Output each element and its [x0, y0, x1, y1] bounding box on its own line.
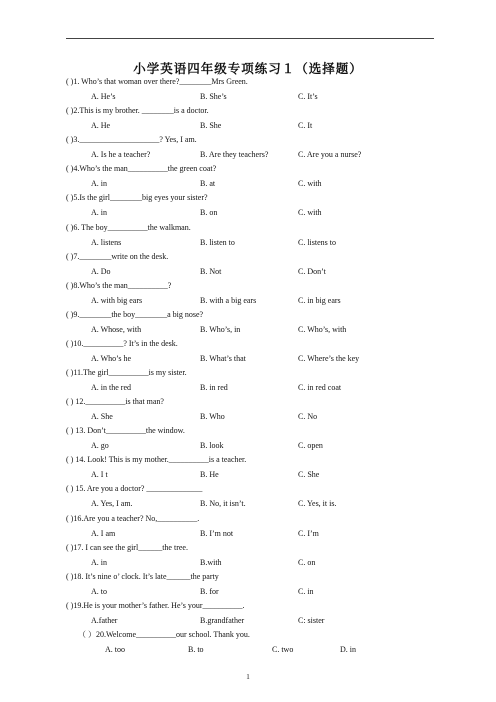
option-a: A. go: [91, 441, 109, 451]
worksheet-title: 小学英语四年级专项练习１（选择题）: [133, 61, 363, 76]
question-stem: ( ) 12.__________is that man?: [66, 397, 164, 407]
question-stem: ( ) 14. Look! This is my mother.__________is a teacher.: [66, 455, 247, 465]
option-a: A. Do: [91, 266, 111, 276]
question-stem: ( )1. Who’s that woman over there?________Mrs Green.: [66, 77, 248, 86]
option-b: B. Not: [200, 266, 222, 276]
question-stem: ( ) 13. Don’t__________the window.: [66, 426, 185, 436]
question-stem: ( )6. The boy__________the walkman.: [66, 222, 191, 232]
question-stem: ( )4.Who’s the man__________the green coat?: [66, 164, 217, 174]
option-c: C. in big ears: [298, 295, 341, 305]
option-b: B. No, it isn’t.: [200, 499, 246, 509]
option-c: C. Where’s the key: [298, 353, 360, 363]
option-c: C: sister: [298, 615, 325, 625]
option-c: C. It: [298, 121, 313, 131]
option-a: A. Is he a teacher?: [91, 150, 151, 160]
option-c: C. listens to: [298, 237, 337, 247]
option-b: B. Are they teachers?: [200, 150, 269, 160]
option-b: B. in red: [200, 383, 228, 392]
option-b: B. on: [200, 208, 218, 218]
option-b: B. He: [200, 470, 219, 480]
option-c: C. Yes, it is.: [298, 499, 337, 509]
option-a: A. Who’s he: [91, 353, 132, 363]
option-a: A. with big ears: [91, 295, 143, 305]
page-number: 1: [246, 673, 250, 681]
question-stem: ( )2.This is my brother. ________is a doctor.: [66, 106, 209, 116]
question-stem: ( )10.__________? It’s in the desk.: [66, 338, 178, 348]
option-a: A. listens: [91, 237, 122, 247]
option-b: B. Who’s, in: [200, 324, 241, 334]
option-a: A. too: [105, 644, 125, 654]
option-a: A. She: [91, 412, 113, 422]
option-a: A. in: [91, 179, 107, 189]
option-c: C. Don’t: [298, 266, 326, 276]
question-stem: ( )17. I can see the girl______the tree.: [66, 542, 188, 552]
option-b: B. I’m not: [200, 528, 234, 538]
option-b: B. to: [188, 644, 204, 654]
question-stem: ( )11.The girl__________is my sister.: [66, 368, 187, 377]
option-b: B.grandfather: [200, 615, 245, 625]
option-a: A. Whose, with: [91, 324, 142, 334]
option-b: B. with a big ears: [200, 295, 257, 305]
option-a: A. in: [91, 557, 107, 567]
header-rule: [66, 38, 434, 39]
option-b: B. She: [200, 121, 222, 131]
option-c: C. in red coat: [298, 383, 342, 392]
option-a: A. I t: [91, 470, 108, 480]
option-b: B. She’s: [200, 92, 227, 101]
option-b: B. listen to: [200, 237, 235, 247]
question-stem: ( )16.Are you a teacher? No,__________.: [66, 513, 200, 523]
question-stem: ( )18. It’s nine o’ clock. It’s late______the party: [66, 571, 219, 581]
question-stem: ( ) 15. Are you a doctor? ______________: [66, 484, 203, 494]
option-a: A. in: [91, 208, 107, 218]
option-a: A. in the red: [91, 383, 131, 392]
question-stem: ( )19.He is your mother’s father. He’s your__________.: [66, 600, 245, 610]
option-c: C. with: [298, 179, 322, 189]
option-a: A.father: [91, 615, 118, 625]
question-stem: ( )5.Is the girl________big eyes your sister?: [66, 193, 208, 203]
question-stem: ( )8.Who’s the man__________?: [66, 280, 172, 290]
option-c: C. I’m: [298, 528, 319, 538]
option-a: A. I am: [91, 528, 116, 538]
option-b: B.with: [200, 557, 222, 567]
option-c: C. No: [298, 412, 318, 422]
option-b: B. Who: [200, 412, 225, 422]
option-b: B. at: [200, 179, 216, 189]
option-c: C. open: [298, 441, 323, 451]
option-c: C. on: [298, 557, 316, 567]
option-a: A. Yes, I am.: [91, 499, 133, 509]
option-a: A. He: [91, 121, 111, 131]
option-a: A. He’s: [91, 92, 116, 101]
option-b: B. look: [200, 441, 224, 451]
option-c: C. Are you a nurse?: [298, 150, 362, 160]
option-c: C. in: [298, 586, 314, 596]
option-b: B. for: [200, 586, 219, 596]
option-d: D. in: [340, 644, 356, 654]
question-stem: ( )7.________write on the desk.: [66, 251, 169, 261]
question-stem: ( )3.____________________? Yes, I am.: [66, 135, 197, 145]
question-stem: （ ）20.Welcome__________our school. Thank you.: [78, 629, 250, 639]
option-c: C. She: [298, 470, 320, 480]
option-a: A. to: [91, 586, 107, 596]
option-c: C. with: [298, 208, 322, 218]
option-c: C. Who’s, with: [298, 324, 347, 334]
question-stem: ( )9.________the boy________a big nose?: [66, 309, 204, 319]
option-c: C. It’s: [298, 92, 318, 101]
option-c: C. two: [272, 644, 294, 654]
option-b: B. What’s that: [200, 353, 246, 363]
